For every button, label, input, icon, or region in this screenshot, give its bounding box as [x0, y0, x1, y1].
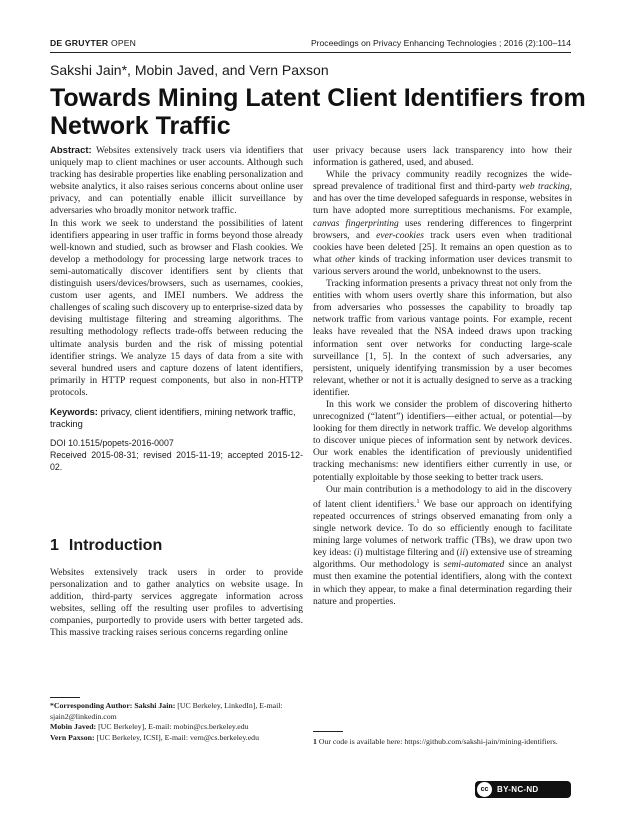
- footnote-marker[interactable]: 1: [416, 497, 420, 505]
- author-footnotes: [50, 701, 303, 743]
- creative-commons-icon: cc: [477, 782, 492, 797]
- section-number: 1: [50, 537, 59, 554]
- right-paragraph-5: Our main contribution is a methodology to aid in the discovery of latent client identifiers.$^1$ We base our approach on identifying repeated occurrences of strings observed emanating from only a single network device. To do so efficiently enough to facilitate mining large volumes of network traffic (TBs), we draw upon two key ideas: (i) multistage filtering and (ii) extensive use of streaming algorithms. Our methodology is semi-automated since an analyst must then examine the potential identifiers, along with the context in which they appear, to make a final determination regarding their nature and properties.: [313, 484, 572, 607]
- author-note-2: Mobin Javed: [UC Berkeley], E-mail: mobin@cs.berkeley.edu: [50, 722, 249, 732]
- right-paragraph-2: While the privacy community readily recognizes the wide-spread prevalence of traditional first and third-party web tracking, and has over the time developed safeguards in response, websites in turn have adopted more surreptitious mechanisms. For example, canvas fingerprinting uses rendering differences to fingerprint browsers, and ever-cookies track users even when traditional cookies have been deleted [25]. It remains an open question as to what other kinds of tracking information user devices transmit to various servers around the world, unbeknownst to the users.: [313, 170, 572, 277]
- section-title: Introduction: [68, 537, 163, 554]
- right-column: [313, 145, 572, 608]
- publisher-bold: DE GRUYTER: [50, 38, 109, 48]
- received-dates: Received 2015-08-31; revised 2015-11-19; accepted 2015-12-02.: [50, 449, 303, 472]
- keywords: [50, 406, 303, 430]
- right-paragraph-1: user privacy because users lack transparency into how their information is gathered, used, and abused.: [313, 146, 572, 169]
- cc-license-badge[interactable]: [475, 781, 571, 798]
- license-label: BY-NC-ND: [497, 785, 539, 794]
- abstract-label: Abstract:: [50, 145, 92, 156]
- footnote-rule-right: [313, 731, 343, 732]
- author-note-3: Vern Paxson: [UC Berkeley, ICSI], E-mail: vern@cs.berkeley.edu: [50, 732, 259, 742]
- section-heading-introduction: [50, 537, 162, 555]
- header-rule: [50, 52, 571, 53]
- abstract-paragraph-2: In this work we seek to understand the possibilities of latent identifiers appearing in user traffic in forms beyond those already well-known and studied, such as browser and Flash cookies. We develop a methodology for processing large network traces to semi-automatically discover identifiers sent by clients that distinguish users/devices/browsers, such as usernames, cookies, custom user agents, and IMEI numbers. We address the challenges of scaling such discovery up to enterprise-sized data by devising multistage filtering and streaming algorithms. The resulting methodology reflects trade-offs between reducing the ultimate analysis burden and the risk of missing potential identifier strings. We analyze 15 days of data from a site with several hundred users and capture dozens of latent identifiers, primarily in HTTP request components, but also in non-HTTP protocols.: [50, 218, 303, 398]
- keywords-text: privacy, client identifiers, mining network traffic, tracking: [50, 405, 296, 429]
- code-footnote: 1 Our code is available here: https://github.com/sakshi-jain/mining-identifiers.: [313, 737, 558, 746]
- footnote-rule-left: [50, 697, 80, 698]
- intro-paragraph-1: Websites extensively track users in order to provide personalization and to gather analytics on website usage. In addition, third-party services aggregate information across websites, selling off the resulting user profiles to advertising companies, purportedly to provide users with better targeted ads. This massive tracking raises serious concerns regarding online: [50, 568, 303, 639]
- author-note-1: *Corresponding Author: Sakshi Jain: [UC Berkeley, LinkedIn], E-mail: sjain2@linkedin.com: [50, 701, 283, 721]
- right-paragraph-3: Tracking information presents a privacy threat not only from the entities with whom users overtly share this information, but also from adversaries who possesses the capability to broadly tap network traffic from various vantage points. For example, recent leaks have revealed that the NSA indeed draws upon tracking information sent over networks for conducting large-scale surveillance [1, 5]. In the context of such adversaries, any persistent, uniquely identifying transmission by a user becomes relevant, whether or not it is actually designed to serve as a tracking identifier.: [313, 279, 572, 398]
- author-list: Sakshi Jain*, Mobin Javed, and Vern Paxson: [50, 62, 329, 78]
- keywords-label: Keywords:: [50, 405, 98, 417]
- paper-title: Towards Mining Latent Client Identifiers from Network Traffic: [50, 84, 586, 140]
- abstract-text-1: Websites extensively track users via identifiers that uniquely map to client machines or user accounts. Although such tracking has desirable properties like enabling personalization and website analytics, it also raises serious concerns about online user privacy, and can potentially enable illicit surveillance by adversaries who broadly monitor network traffic.: [50, 146, 303, 217]
- publisher-light: OPEN: [110, 38, 137, 48]
- abstract-paragraph-1: [50, 145, 303, 218]
- publisher-name: [50, 38, 136, 48]
- left-column: [50, 145, 303, 473]
- doi: DOI 10.1515/popets-2016-0007: [50, 437, 174, 448]
- journal-citation: Proceedings on Privacy Enhancing Technologies ; 2016 (2):100–114: [310, 38, 571, 48]
- intro-text: [50, 567, 303, 640]
- right-paragraph-4: In this work we consider the problem of discovering hitherto unrecognized (“latent”) identifiers—either actual, or potential—by looking for them directly in network traffic. We develop algorithms to discover unique pieces of information sent by network devices. Our work enables the identification of previously unidentified tracking mechanisms: new identifiers either currently in use, or potentially exploitable by those seeking to better track users.: [313, 399, 572, 483]
